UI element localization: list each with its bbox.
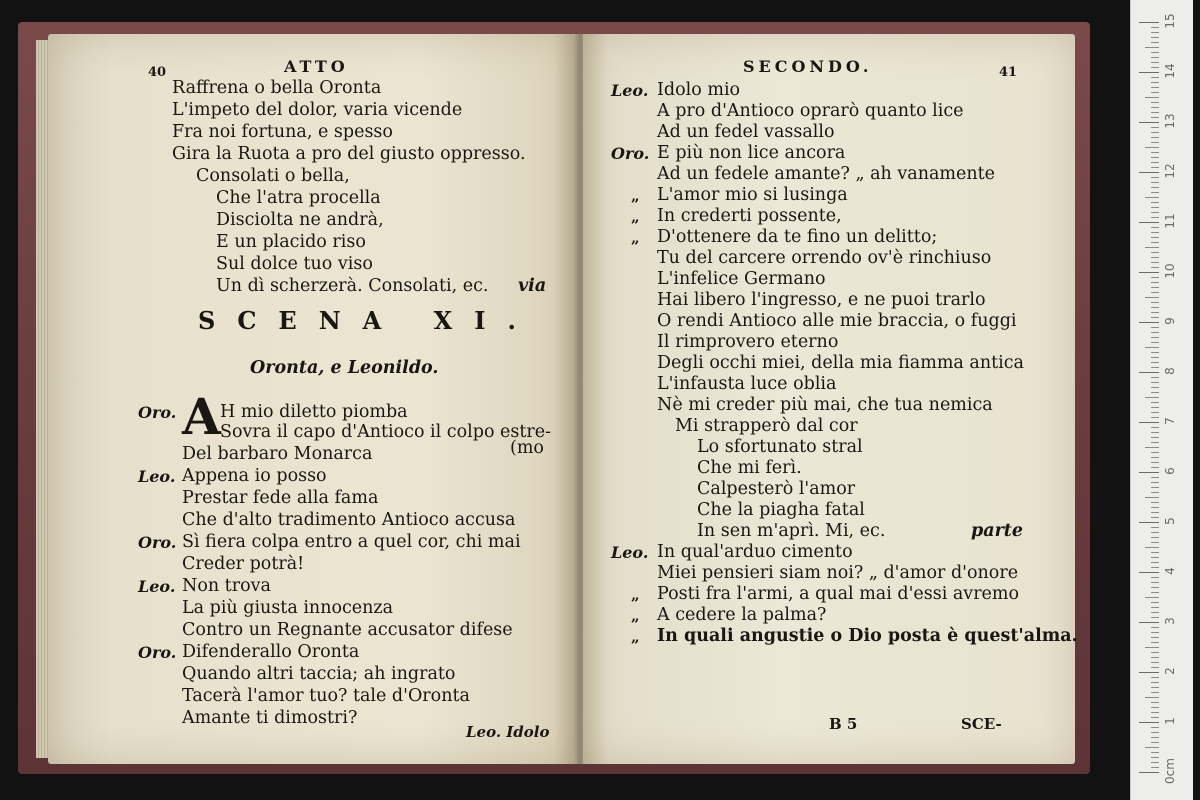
speaker-label: Leo. bbox=[138, 467, 176, 486]
running-head: ATTO bbox=[284, 57, 349, 76]
ruler-tick bbox=[1139, 322, 1159, 323]
ruler-tick bbox=[1151, 612, 1159, 613]
ruler-tick bbox=[1151, 232, 1159, 233]
quote-mark: „ bbox=[631, 586, 640, 604]
aria-line: Disciolta ne andrà, bbox=[216, 210, 384, 230]
ruler-tick bbox=[1151, 452, 1159, 453]
ruler-tick bbox=[1151, 602, 1159, 603]
ruler-tick bbox=[1151, 27, 1159, 28]
verse-line: L'impeto del dolor, varia vicende bbox=[172, 100, 463, 120]
speaker-label: Oro. bbox=[138, 403, 177, 422]
ruler-tick bbox=[1151, 292, 1159, 293]
ruler-tick bbox=[1151, 542, 1159, 543]
dialogue-line: Del barbaro Monarca bbox=[182, 444, 373, 464]
ruler-label: 15 bbox=[1163, 13, 1177, 29]
ruler-tick bbox=[1151, 487, 1159, 488]
ruler-tick bbox=[1151, 62, 1159, 63]
dialogue-line: Degli occhi miei, della mia fiamma antica bbox=[657, 353, 1024, 373]
speaker-label: Oro. bbox=[138, 643, 177, 662]
ruler-tick bbox=[1151, 377, 1159, 378]
ruler-tick bbox=[1151, 192, 1159, 193]
ruler-tick bbox=[1151, 337, 1159, 338]
speaker-label: Oro. bbox=[138, 533, 177, 552]
ruler-tick bbox=[1151, 652, 1159, 653]
ruler-tick bbox=[1151, 102, 1159, 103]
dialogue-line: Che d'alto tradimento Antioco accusa bbox=[182, 510, 516, 530]
ruler-tick bbox=[1151, 57, 1159, 58]
ruler-tick bbox=[1151, 402, 1159, 403]
dialogue-line: In quali angustie o Dio posta è quest'alma. bbox=[657, 626, 1078, 646]
ruler-tick bbox=[1151, 267, 1159, 268]
ruler-tick bbox=[1151, 702, 1159, 703]
aria-line: Che la piagha fatal bbox=[697, 500, 865, 520]
dialogue-line: In crederti possente, bbox=[657, 206, 842, 226]
ruler-label: 1 bbox=[1163, 717, 1177, 725]
ruler-tick bbox=[1145, 247, 1159, 248]
ruler-tick bbox=[1151, 77, 1159, 78]
ruler-tick bbox=[1151, 327, 1159, 328]
ruler-tick bbox=[1151, 507, 1159, 508]
ruler-tick bbox=[1139, 472, 1159, 473]
ruler-tick bbox=[1151, 512, 1159, 513]
ruler-tick bbox=[1139, 122, 1159, 123]
ruler-label: 7 bbox=[1163, 417, 1177, 425]
ruler-tick bbox=[1151, 667, 1159, 668]
ruler-tick bbox=[1151, 607, 1159, 608]
ruler-tick bbox=[1151, 562, 1159, 563]
ruler-tick bbox=[1145, 297, 1159, 298]
ruler-tick bbox=[1145, 47, 1159, 48]
speaker-label: Leo. bbox=[138, 577, 176, 596]
ruler-tick bbox=[1151, 242, 1159, 243]
aria-line: Mi strapperò dal cor bbox=[675, 416, 858, 436]
ruler-tick bbox=[1151, 582, 1159, 583]
aria-line: Che l'atra procella bbox=[216, 188, 381, 208]
drop-cap: A bbox=[182, 387, 221, 446]
ruler-tick bbox=[1151, 717, 1159, 718]
ruler-tick bbox=[1145, 697, 1159, 698]
ruler-tick bbox=[1145, 197, 1159, 198]
dialogue-line: Il rimprovero eterno bbox=[657, 332, 839, 352]
aria-line: Un dì scherzerà. Consolati, ec. bbox=[216, 276, 489, 296]
ruler-tick bbox=[1151, 317, 1159, 318]
ruler-tick bbox=[1151, 662, 1159, 663]
ruler-tick bbox=[1151, 757, 1159, 758]
dialogue-line: Amante ti dimostri? bbox=[182, 708, 358, 728]
dialogue-line: E più non lice ancora bbox=[657, 143, 846, 163]
ruler-tick bbox=[1145, 397, 1159, 398]
ruler-tick bbox=[1151, 87, 1159, 88]
ruler-tick bbox=[1151, 132, 1159, 133]
dialogue-line: D'ottenere da te fino un delitto; bbox=[657, 227, 938, 247]
ruler-tick bbox=[1151, 712, 1159, 713]
ruler-tick bbox=[1151, 382, 1159, 383]
ruler-tick bbox=[1151, 687, 1159, 688]
ruler-tick bbox=[1151, 67, 1159, 68]
ruler-tick bbox=[1151, 42, 1159, 43]
scene-title: SCENA XI. bbox=[198, 306, 538, 335]
dialogue-line: Difenderallo Oronta bbox=[182, 642, 360, 662]
ruler-tick bbox=[1151, 632, 1159, 633]
ruler-tick bbox=[1151, 492, 1159, 493]
ruler-tick bbox=[1151, 157, 1159, 158]
verse-line: Fra noi fortuna, e spesso bbox=[172, 122, 393, 142]
ruler-tick bbox=[1151, 627, 1159, 628]
ruler-tick bbox=[1145, 547, 1159, 548]
left-page bbox=[48, 34, 575, 764]
quote-mark: „ bbox=[631, 187, 640, 205]
ruler-tick bbox=[1151, 392, 1159, 393]
ruler-tick bbox=[1151, 137, 1159, 138]
ruler-tick bbox=[1151, 707, 1159, 708]
ruler-label: 14 bbox=[1163, 63, 1177, 79]
dialogue-line: Miei pensieri siam noi? „ d'amor d'onore bbox=[657, 563, 1019, 583]
ruler-tick bbox=[1151, 657, 1159, 658]
ruler-label: 6 bbox=[1163, 467, 1177, 475]
ruler-tick bbox=[1139, 372, 1159, 373]
ruler-tick bbox=[1151, 187, 1159, 188]
ruler-tick bbox=[1151, 162, 1159, 163]
ruler-tick bbox=[1151, 257, 1159, 258]
ruler-tick bbox=[1151, 287, 1159, 288]
ruler-tick bbox=[1151, 462, 1159, 463]
ruler-label: 3 bbox=[1163, 617, 1177, 625]
ruler-tick bbox=[1151, 527, 1159, 528]
ruler-tick bbox=[1151, 367, 1159, 368]
dialogue-line: In qual'arduo cimento bbox=[657, 542, 853, 562]
ruler-tick bbox=[1151, 217, 1159, 218]
ruler-tick bbox=[1151, 767, 1159, 768]
ruler-tick bbox=[1151, 732, 1159, 733]
right-page bbox=[583, 34, 1078, 764]
ruler-tick bbox=[1151, 517, 1159, 518]
ruler-tick bbox=[1151, 592, 1159, 593]
ruler-tick bbox=[1151, 32, 1159, 33]
quote-mark: „ bbox=[631, 607, 640, 625]
ruler-tick bbox=[1151, 107, 1159, 108]
ruler-tick bbox=[1151, 342, 1159, 343]
aria-line: Lo sfortunato stral bbox=[697, 437, 863, 457]
ruler-tick bbox=[1151, 567, 1159, 568]
ruler-tick bbox=[1151, 152, 1159, 153]
ruler-tick bbox=[1145, 747, 1159, 748]
ruler-tick bbox=[1151, 117, 1159, 118]
ruler-tick bbox=[1151, 677, 1159, 678]
ruler-tick bbox=[1151, 432, 1159, 433]
running-head: SECONDO. bbox=[743, 57, 873, 76]
ruler-label: 5 bbox=[1163, 517, 1177, 525]
ruler-tick bbox=[1151, 127, 1159, 128]
ruler-tick bbox=[1151, 692, 1159, 693]
dialogue-line: A cedere la palma? bbox=[657, 605, 827, 625]
ruler-tick bbox=[1151, 37, 1159, 38]
aria-line: E un placido riso bbox=[216, 232, 366, 252]
ruler-tick bbox=[1151, 502, 1159, 503]
page-number: 41 bbox=[999, 65, 1018, 80]
ruler-tick bbox=[1139, 572, 1159, 573]
ruler-tick bbox=[1151, 407, 1159, 408]
ruler-tick bbox=[1139, 72, 1159, 73]
speaker-label: Oro. bbox=[611, 144, 650, 163]
quote-mark: „ bbox=[631, 229, 640, 247]
ruler-tick bbox=[1151, 82, 1159, 83]
dialogue-line: Nè mi creder più mai, che tua nemica bbox=[657, 395, 993, 415]
ruler-tick bbox=[1151, 362, 1159, 363]
ruler-tick bbox=[1151, 352, 1159, 353]
ruler-tick bbox=[1151, 307, 1159, 308]
verse-line: Gira la Ruota a pro del giusto oppresso. bbox=[172, 144, 526, 164]
dialogue-line: Quando altri taccia; ah ingrato bbox=[182, 664, 456, 684]
ruler-tick bbox=[1151, 587, 1159, 588]
dialogue-carry: (mo bbox=[510, 438, 544, 458]
ruler-tick bbox=[1151, 752, 1159, 753]
verse-line: Raffrena o bella Oronta bbox=[172, 78, 382, 98]
ruler-tick bbox=[1145, 97, 1159, 98]
ruler-tick bbox=[1139, 522, 1159, 523]
ruler-label: 9 bbox=[1163, 317, 1177, 325]
ruler-tick bbox=[1139, 422, 1159, 423]
ruler-tick bbox=[1139, 22, 1159, 23]
ruler-tick bbox=[1151, 537, 1159, 538]
ruler-tick bbox=[1151, 357, 1159, 358]
ruler-tick bbox=[1139, 222, 1159, 223]
dialogue-line: Ad un fedele amante? „ ah vanamente bbox=[657, 164, 996, 184]
page-number: 40 bbox=[148, 65, 167, 80]
ruler-tick bbox=[1151, 467, 1159, 468]
speaker-label: Leo. bbox=[611, 543, 649, 562]
ruler-tick bbox=[1151, 332, 1159, 333]
ruler-tick bbox=[1151, 312, 1159, 313]
dialogue-line: L'infelice Germano bbox=[657, 269, 826, 289]
dialogue-line: Posti fra l'armi, a qual mai d'essi avremo bbox=[657, 584, 1020, 604]
ruler-tick bbox=[1151, 227, 1159, 228]
ruler-label: 0cm bbox=[1163, 758, 1177, 784]
dialogue-line: L'amor mio si lusinga bbox=[657, 185, 848, 205]
ruler-tick bbox=[1151, 642, 1159, 643]
dialogue-line: H mio diletto piomba bbox=[220, 402, 408, 422]
ruler-tick bbox=[1151, 532, 1159, 533]
signature-mark: B 5 bbox=[829, 715, 858, 733]
ruler-tick bbox=[1145, 147, 1159, 148]
ruler-tick bbox=[1151, 182, 1159, 183]
stage-direction: via bbox=[518, 276, 547, 296]
scene-characters: Oronta, e Leonildo. bbox=[250, 358, 439, 378]
ruler-tick bbox=[1145, 597, 1159, 598]
dialogue-line: L'infausta luce oblia bbox=[657, 374, 837, 394]
ruler-tick bbox=[1151, 482, 1159, 483]
ruler-tick bbox=[1151, 417, 1159, 418]
ruler-tick bbox=[1151, 412, 1159, 413]
ruler-label: 10 bbox=[1163, 263, 1177, 279]
aria-line: Sul dolce tuo viso bbox=[216, 254, 373, 274]
ruler-tick bbox=[1151, 277, 1159, 278]
ruler-tick bbox=[1151, 112, 1159, 113]
catchword: SCE- bbox=[961, 715, 1002, 733]
dialogue-line: A pro d'Antioco oprarò quanto lice bbox=[657, 101, 964, 121]
ruler-tick bbox=[1151, 457, 1159, 458]
ruler-tick bbox=[1151, 552, 1159, 553]
ruler-tick bbox=[1151, 727, 1159, 728]
ruler-tick bbox=[1139, 672, 1159, 673]
dialogue-line: Creder potrà! bbox=[182, 554, 305, 574]
ruler-tick bbox=[1151, 477, 1159, 478]
ruler-tick bbox=[1139, 772, 1159, 773]
ruler-tick bbox=[1151, 167, 1159, 168]
ruler-label: 8 bbox=[1163, 367, 1177, 375]
ruler-tick bbox=[1145, 347, 1159, 348]
ruler-tick bbox=[1151, 302, 1159, 303]
dialogue-line: Tu del carcere orrendo ov'è rinchiuso bbox=[657, 248, 992, 268]
ruler-label: 4 bbox=[1163, 567, 1177, 575]
dialogue-line: Ad un fedel vassallo bbox=[657, 122, 835, 142]
ruler-tick bbox=[1151, 682, 1159, 683]
dialogue-line: O rendi Antioco alle mie braccia, o fuggi bbox=[657, 311, 1017, 331]
ruler-tick bbox=[1151, 202, 1159, 203]
ruler-label: 11 bbox=[1163, 213, 1177, 229]
measuring-ruler bbox=[1130, 0, 1193, 800]
ruler-tick bbox=[1151, 577, 1159, 578]
dialogue-line: Tacerà l'amor tuo? tale d'Oronta bbox=[182, 686, 470, 706]
ruler-tick bbox=[1139, 722, 1159, 723]
dialogue-line: Sovra il capo d'Antioco il colpo estre- bbox=[220, 422, 552, 442]
ruler-tick bbox=[1151, 177, 1159, 178]
dialogue-line: Appena io posso bbox=[182, 466, 327, 486]
dialogue-line: La più giusta innocenza bbox=[182, 598, 394, 618]
dialogue-line: Contro un Regnante accusator difese bbox=[182, 620, 513, 640]
ruler-tick bbox=[1145, 447, 1159, 448]
ruler-tick bbox=[1151, 762, 1159, 763]
ruler-tick bbox=[1151, 52, 1159, 53]
ruler-label: 13 bbox=[1163, 113, 1177, 129]
ruler-tick bbox=[1151, 427, 1159, 428]
ruler-tick bbox=[1151, 237, 1159, 238]
ruler-tick bbox=[1151, 207, 1159, 208]
stage-direction: parte bbox=[971, 521, 1024, 541]
ruler-tick bbox=[1151, 282, 1159, 283]
quote-mark: „ bbox=[631, 208, 640, 226]
catchword: Leo. Idolo bbox=[466, 723, 550, 741]
ruler-tick bbox=[1151, 442, 1159, 443]
ruler-tick bbox=[1151, 212, 1159, 213]
ruler-tick bbox=[1151, 142, 1159, 143]
dialogue-line: Non trova bbox=[182, 576, 271, 596]
ruler-tick bbox=[1151, 637, 1159, 638]
dialogue-line: Prestar fede alla fama bbox=[182, 488, 379, 508]
ruler-tick bbox=[1151, 437, 1159, 438]
ruler-tick bbox=[1151, 742, 1159, 743]
ruler-label: 12 bbox=[1163, 163, 1177, 179]
ruler-tick bbox=[1151, 262, 1159, 263]
aria-line: Che mi ferì. bbox=[697, 458, 802, 478]
ruler-tick bbox=[1151, 92, 1159, 93]
ruler-tick bbox=[1145, 647, 1159, 648]
dialogue-line: Sì fiera colpa entro a quel cor, chi mai bbox=[182, 532, 521, 552]
ruler-tick bbox=[1151, 387, 1159, 388]
ruler-tick bbox=[1151, 737, 1159, 738]
dialogue-line: Hai libero l'ingresso, e ne puoi trarlo bbox=[657, 290, 986, 310]
ruler-tick bbox=[1139, 172, 1159, 173]
dialogue-line: Idolo mio bbox=[657, 80, 741, 100]
aria-line: In sen m'aprì. Mi, ec. bbox=[697, 521, 886, 541]
ruler-tick bbox=[1145, 497, 1159, 498]
speaker-label: Leo. bbox=[611, 81, 649, 100]
ruler-tick bbox=[1151, 617, 1159, 618]
ruler-tick bbox=[1151, 252, 1159, 253]
aria-line: Consolati o bella, bbox=[196, 166, 350, 186]
ruler-label: 2 bbox=[1163, 667, 1177, 675]
ruler-tick bbox=[1139, 622, 1159, 623]
ruler-tick bbox=[1151, 557, 1159, 558]
aria-line: Calpesterò l'amor bbox=[697, 479, 856, 499]
quote-mark: „ bbox=[631, 628, 640, 646]
ruler-tick bbox=[1139, 272, 1159, 273]
